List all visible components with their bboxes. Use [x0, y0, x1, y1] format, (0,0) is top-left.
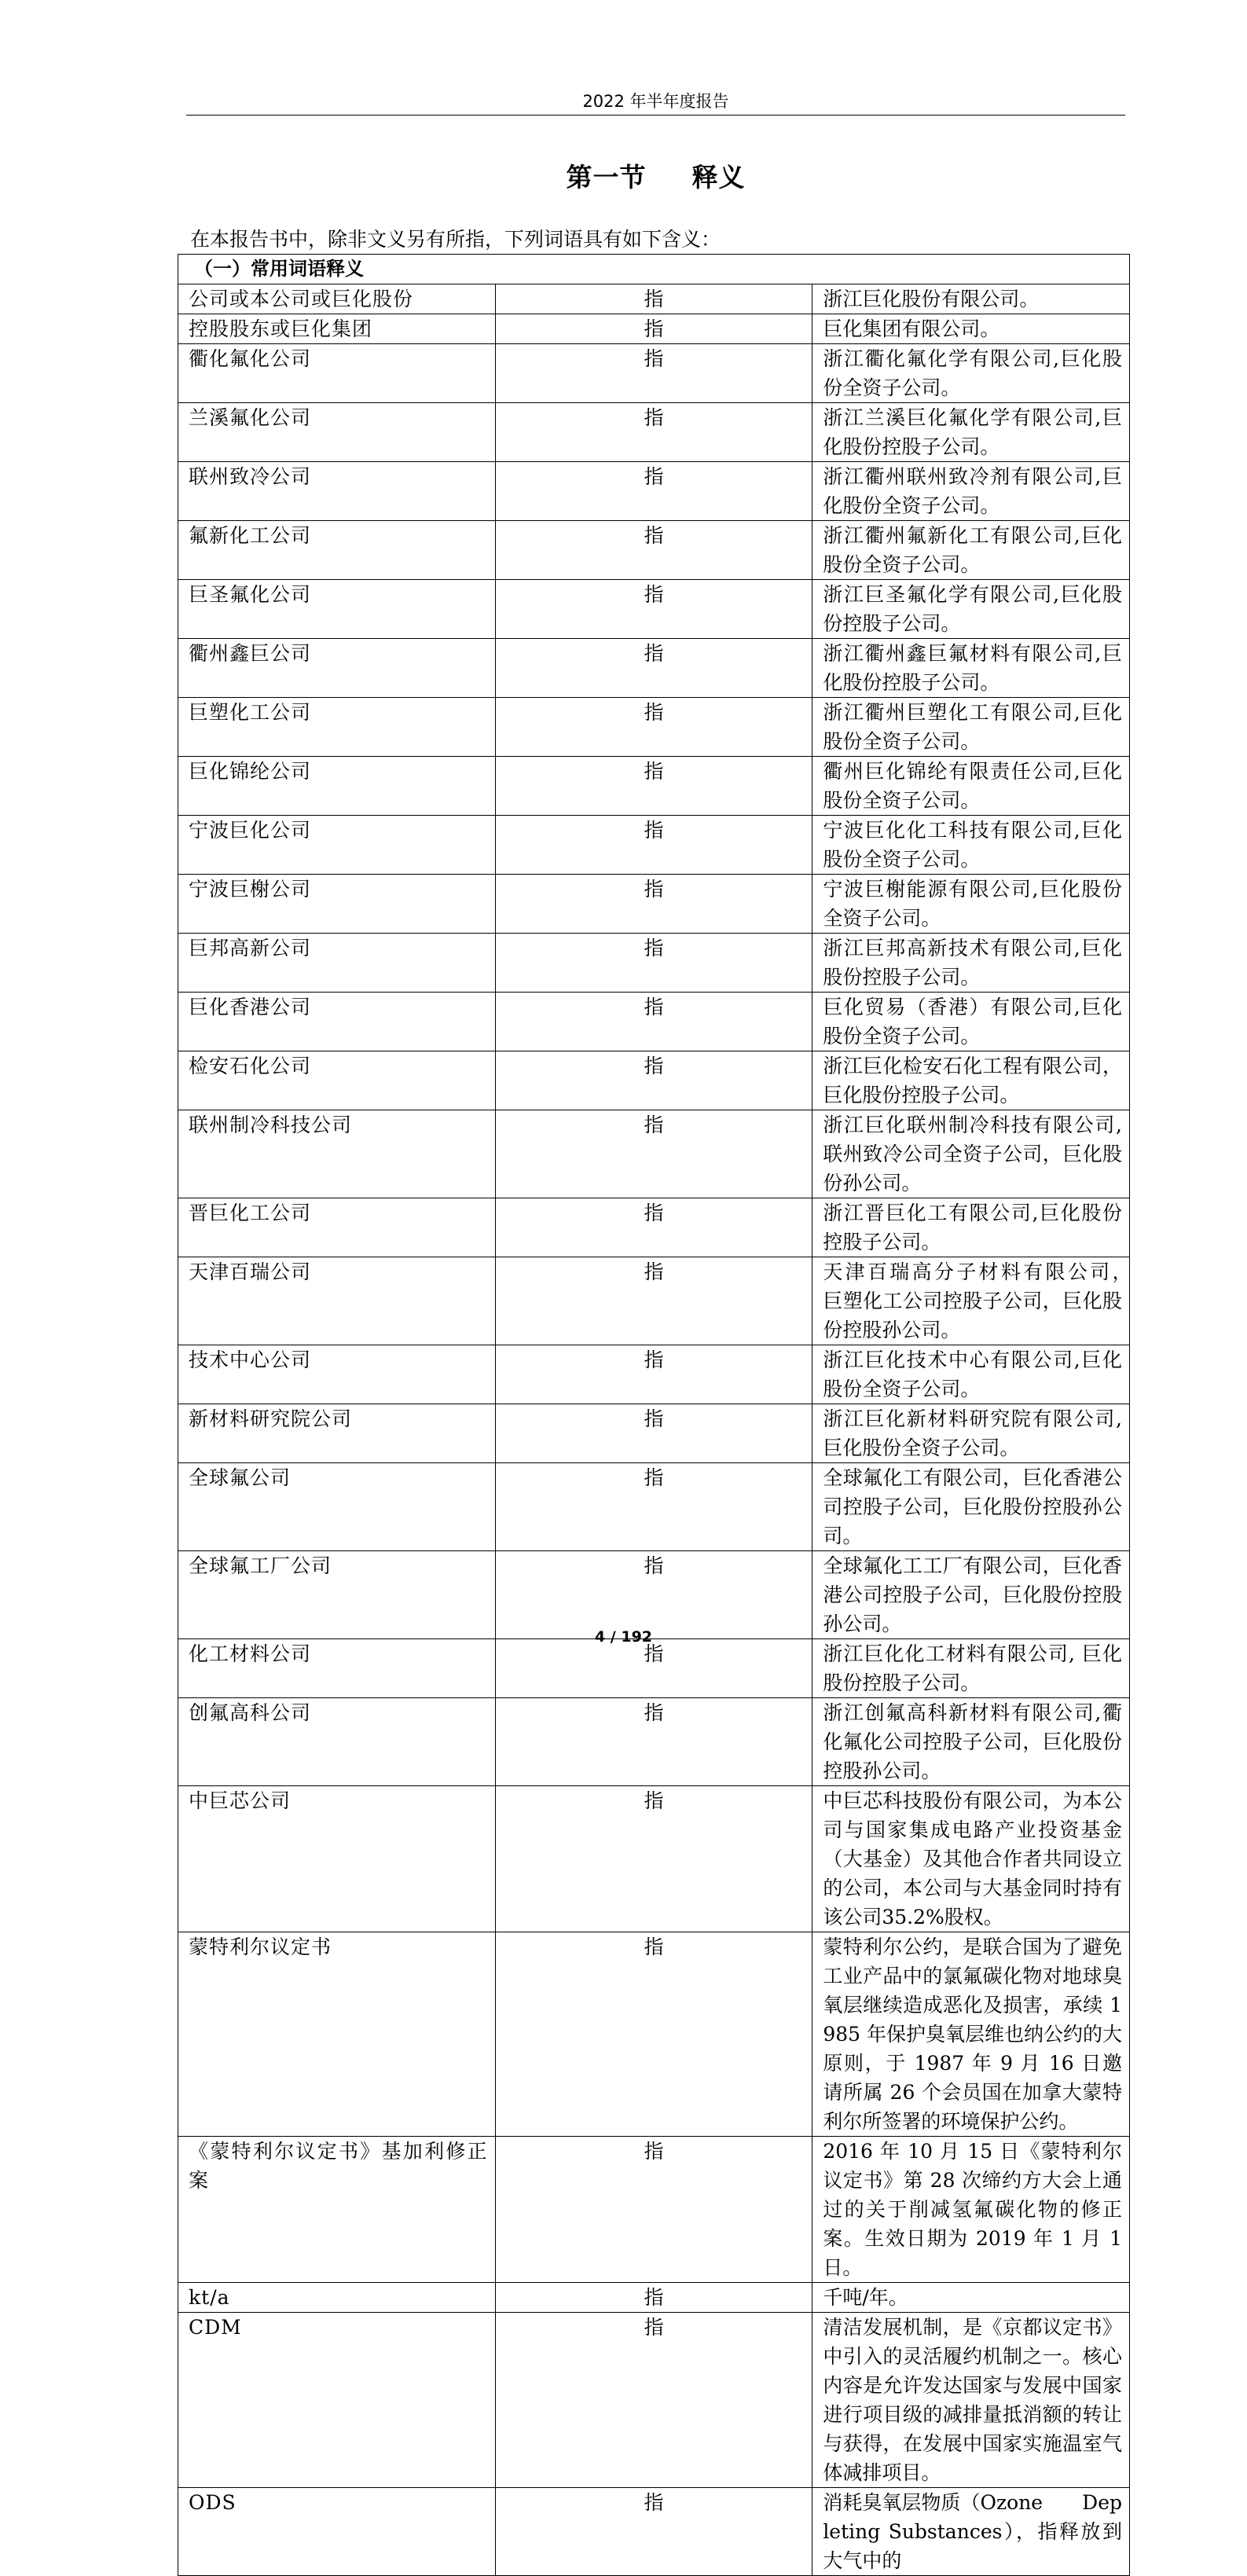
table-row: [178, 2313, 1130, 2488]
definition-cell: 浙江衢州巨塑化工有限公司,巨化股份全资子公司。: [812, 698, 1130, 757]
definition-cell: 宁波巨化化工科技有限公司,巨化股份全资子公司。: [812, 816, 1130, 875]
term-cell: 巨圣氟化公司: [178, 580, 496, 639]
zhi-cell: 指: [495, 2137, 812, 2283]
term-cell: 公司或本公司或巨化股份: [178, 284, 496, 314]
zhi-cell: 指: [495, 284, 812, 314]
definition-cell: 巨化贸易（香港）有限公司,巨化股份全资子公司。: [812, 993, 1130, 1051]
table-row: [178, 462, 1130, 521]
term-cell: 联州制冷科技公司: [178, 1110, 496, 1198]
section-name: 释义: [691, 162, 746, 193]
definition-cell: 浙江衢州氟新化工有限公司,巨化股份全资子公司。: [812, 521, 1130, 580]
table-row: [178, 1404, 1130, 1463]
table-row: [178, 284, 1130, 314]
table-row: [178, 1639, 1130, 1698]
table-row: [178, 1110, 1130, 1198]
zhi-cell: 指: [495, 403, 812, 462]
term-cell: 蒙特利尔议定书: [178, 1932, 496, 2137]
table-row: [178, 1198, 1130, 1257]
table-row: [178, 1345, 1130, 1404]
zhi-cell: 指: [495, 757, 812, 816]
definition-cell: 浙江巨化检安石化工程有限公司，巨化股份控股子公司。: [812, 1051, 1130, 1110]
term-cell: 衢州鑫巨公司: [178, 639, 496, 698]
term-cell: 检安石化公司: [178, 1051, 496, 1110]
table-row: [178, 2137, 1130, 2283]
section-heading: （一）常用词语释义: [178, 255, 1130, 284]
term-cell: 技术中心公司: [178, 1345, 496, 1404]
zhi-cell: 指: [495, 521, 812, 580]
zhi-cell: 指: [495, 639, 812, 698]
definition-cell: 浙江衢化氟化学有限公司,巨化股份全资子公司。: [812, 344, 1130, 403]
definition-cell: 浙江晋巨化工有限公司,巨化股份控股子公司。: [812, 1198, 1130, 1257]
term-cell: 巨邦高新公司: [178, 934, 496, 993]
table-row: [178, 2488, 1130, 2576]
definition-cell: 天津百瑞高分子材料有限公司， 巨塑化工公司控股子公司，巨化股份控股孙公司。: [812, 1257, 1130, 1345]
section-header-row: [178, 255, 1130, 284]
term-cell: ODS: [178, 2488, 496, 2576]
zhi-cell: 指: [495, 1345, 812, 1404]
table-row: [178, 639, 1130, 698]
zhi-cell: 指: [495, 1404, 812, 1463]
definition-cell: 浙江巨邦高新技术有限公司,巨化股份控股子公司。: [812, 934, 1130, 993]
zhi-cell: 指: [495, 1257, 812, 1345]
table-row: [178, 1698, 1130, 1786]
definition-cell: 清洁发展机制，是《京都议定书》中引入的灵活履约机制之一。核心内容是允许发达国家与发展中国家进行项目级的减排量抵消额的转让与获得，在发展中国家实施温室气体减排项目。: [812, 2313, 1130, 2488]
term-cell: 晋巨化工公司: [178, 1198, 496, 1257]
table-row: [178, 314, 1130, 344]
definition-cell: 浙江兰溪巨化氟化学有限公司,巨化股份控股子公司。: [812, 403, 1130, 462]
zhi-cell: 指: [495, 698, 812, 757]
table-row: [178, 875, 1130, 934]
table-row: [178, 1932, 1130, 2137]
table-row: [178, 1257, 1130, 1345]
term-cell: 宁波巨化公司: [178, 816, 496, 875]
zhi-cell: 指: [495, 1051, 812, 1110]
zhi-cell: 指: [495, 2283, 812, 2313]
definition-cell: 全球氟化工有限公司，巨化香港公司控股子公司，巨化股份控股孙公司。: [812, 1463, 1130, 1551]
definition-cell: 浙江巨化新材料研究院有限公司,巨化股份全资子公司。: [812, 1404, 1130, 1463]
section-number: 第一节: [566, 162, 647, 193]
term-cell: 天津百瑞公司: [178, 1257, 496, 1345]
term-cell: 《蒙特利尔议定书》基加利修正案: [178, 2137, 496, 2283]
term-cell: 全球氟公司: [178, 1463, 496, 1551]
page-number: 4 / 192: [594, 1628, 653, 1646]
zhi-cell: 指: [495, 462, 812, 521]
table-row: [178, 698, 1130, 757]
definition-cell: 浙江衢州鑫巨氟材料有限公司,巨化股份控股子公司。: [812, 639, 1130, 698]
intro-text: 在本报告书中，除非文义另有所指，下列词语具有如下含义：: [190, 228, 721, 251]
definition-cell: 中巨芯科技股份有限公司，为本公司与国家集成电路产业投资基金（大基金）及其他合作者共同设立的公司，本公司与大基金同时持有该公司35.2%股权。: [812, 1786, 1130, 1932]
table-row: [178, 1786, 1130, 1932]
definition-cell: 蒙特利尔公约，是联合国为了避免工业产品中的氯氟碳化物对地球臭氧层继续造成恶化及损害，承续 1985 年保护臭氧层维也纳公约的大原则，于 1987 年 9 月 16 日邀请所属 26 个会员国在加拿大蒙特利尔所签署的环境保护公约。: [812, 1932, 1130, 2137]
term-cell: 氟新化工公司: [178, 521, 496, 580]
term-cell: CDM: [178, 2313, 496, 2488]
section-title: [186, 157, 1125, 194]
definition-cell: 宁波巨榭能源有限公司,巨化股份全资子公司。: [812, 875, 1130, 934]
table-row: [178, 1463, 1130, 1551]
term-cell: 全球氟工厂公司: [178, 1551, 496, 1639]
definition-cell: 浙江巨化技术中心有限公司,巨化股份全资子公司。: [812, 1345, 1130, 1404]
term-cell: 巨塑化工公司: [178, 698, 496, 757]
zhi-cell: 指: [495, 314, 812, 344]
term-cell: 控股股东或巨化集团: [178, 314, 496, 344]
table-row: [178, 816, 1130, 875]
table-row: [178, 403, 1130, 462]
definition-cell: 浙江巨化化工材料有限公司, 巨化股份控股子公司。: [812, 1639, 1130, 1698]
zhi-cell: 指: [495, 934, 812, 993]
term-cell: 兰溪氟化公司: [178, 403, 496, 462]
zhi-cell: 指: [495, 1786, 812, 1932]
term-cell: 创氟高科公司: [178, 1698, 496, 1786]
zhi-cell: 指: [495, 1639, 812, 1698]
table-row: [178, 1051, 1130, 1110]
zhi-cell: 指: [495, 580, 812, 639]
table-row: [178, 1551, 1130, 1639]
zhi-cell: 指: [495, 1463, 812, 1551]
zhi-cell: 指: [495, 2488, 812, 2576]
table-row: [178, 757, 1130, 816]
table-row: [178, 344, 1130, 403]
definition-cell: 浙江创氟高科新材料有限公司,衢化氟化公司控股子公司，巨化股份控股孙公司。: [812, 1698, 1130, 1786]
term-cell: 宁波巨榭公司: [178, 875, 496, 934]
definition-cell: 2016 年 10 月 15 日《蒙特利尔议定书》第 28 次缔约方大会上通过的关于削减氢氟碳化物的修正案。生效日期为 2019 年 1 月 1 日。: [812, 2137, 1130, 2283]
definition-cell: 浙江巨化联州制冷科技有限公司,联州致冷公司全资子公司，巨化股份孙公司。: [812, 1110, 1130, 1198]
term-cell: 巨化锦纶公司: [178, 757, 496, 816]
definition-cell: 全球氟化工工厂有限公司，巨化香港公司控股子公司，巨化股份控股孙公司。: [812, 1551, 1130, 1639]
definition-cell: 衢州巨化锦纶有限责任公司,巨化股份全资子公司。: [812, 757, 1130, 816]
definition-cell: 千吨/年。: [812, 2283, 1130, 2313]
table-row: [178, 2283, 1130, 2313]
definition-cell: 浙江衢州联州致冷剂有限公司,巨化股份全资子公司。: [812, 462, 1130, 521]
table-row: [178, 934, 1130, 993]
definition-cell: 巨化集团有限公司。: [812, 314, 1130, 344]
zhi-cell: 指: [495, 1932, 812, 2137]
definition-cell: 浙江巨化股份有限公司。: [812, 284, 1130, 314]
zhi-cell: 指: [495, 2313, 812, 2488]
table-row: [178, 521, 1130, 580]
term-cell: kt/a: [178, 2283, 496, 2313]
zhi-cell: 指: [495, 1698, 812, 1786]
term-cell: 中巨芯公司: [178, 1786, 496, 1932]
definition-cell: 消耗臭氧层物质（Ozone Depleting Substances），指释放到大气中的: [812, 2488, 1130, 2576]
zhi-cell: 指: [495, 993, 812, 1051]
zhi-cell: 指: [495, 1110, 812, 1198]
table-row: [178, 993, 1130, 1051]
table-row: [178, 580, 1130, 639]
zhi-cell: 指: [495, 816, 812, 875]
term-cell: 衢化氟化公司: [178, 344, 496, 403]
definitions-table: [178, 254, 1142, 2576]
zhi-cell: 指: [495, 1551, 812, 1639]
term-cell: 联州致冷公司: [178, 462, 496, 521]
term-cell: 化工材料公司: [178, 1639, 496, 1698]
zhi-cell: 指: [495, 875, 812, 934]
zhi-cell: 指: [495, 1198, 812, 1257]
zhi-cell: 指: [495, 344, 812, 403]
term-cell: 新材料研究院公司: [178, 1404, 496, 1463]
term-cell: 巨化香港公司: [178, 993, 496, 1051]
definition-cell: 浙江巨圣氟化学有限公司,巨化股份控股子公司。: [812, 580, 1130, 639]
page-header: 2022 年半年度报告: [186, 88, 1125, 116]
